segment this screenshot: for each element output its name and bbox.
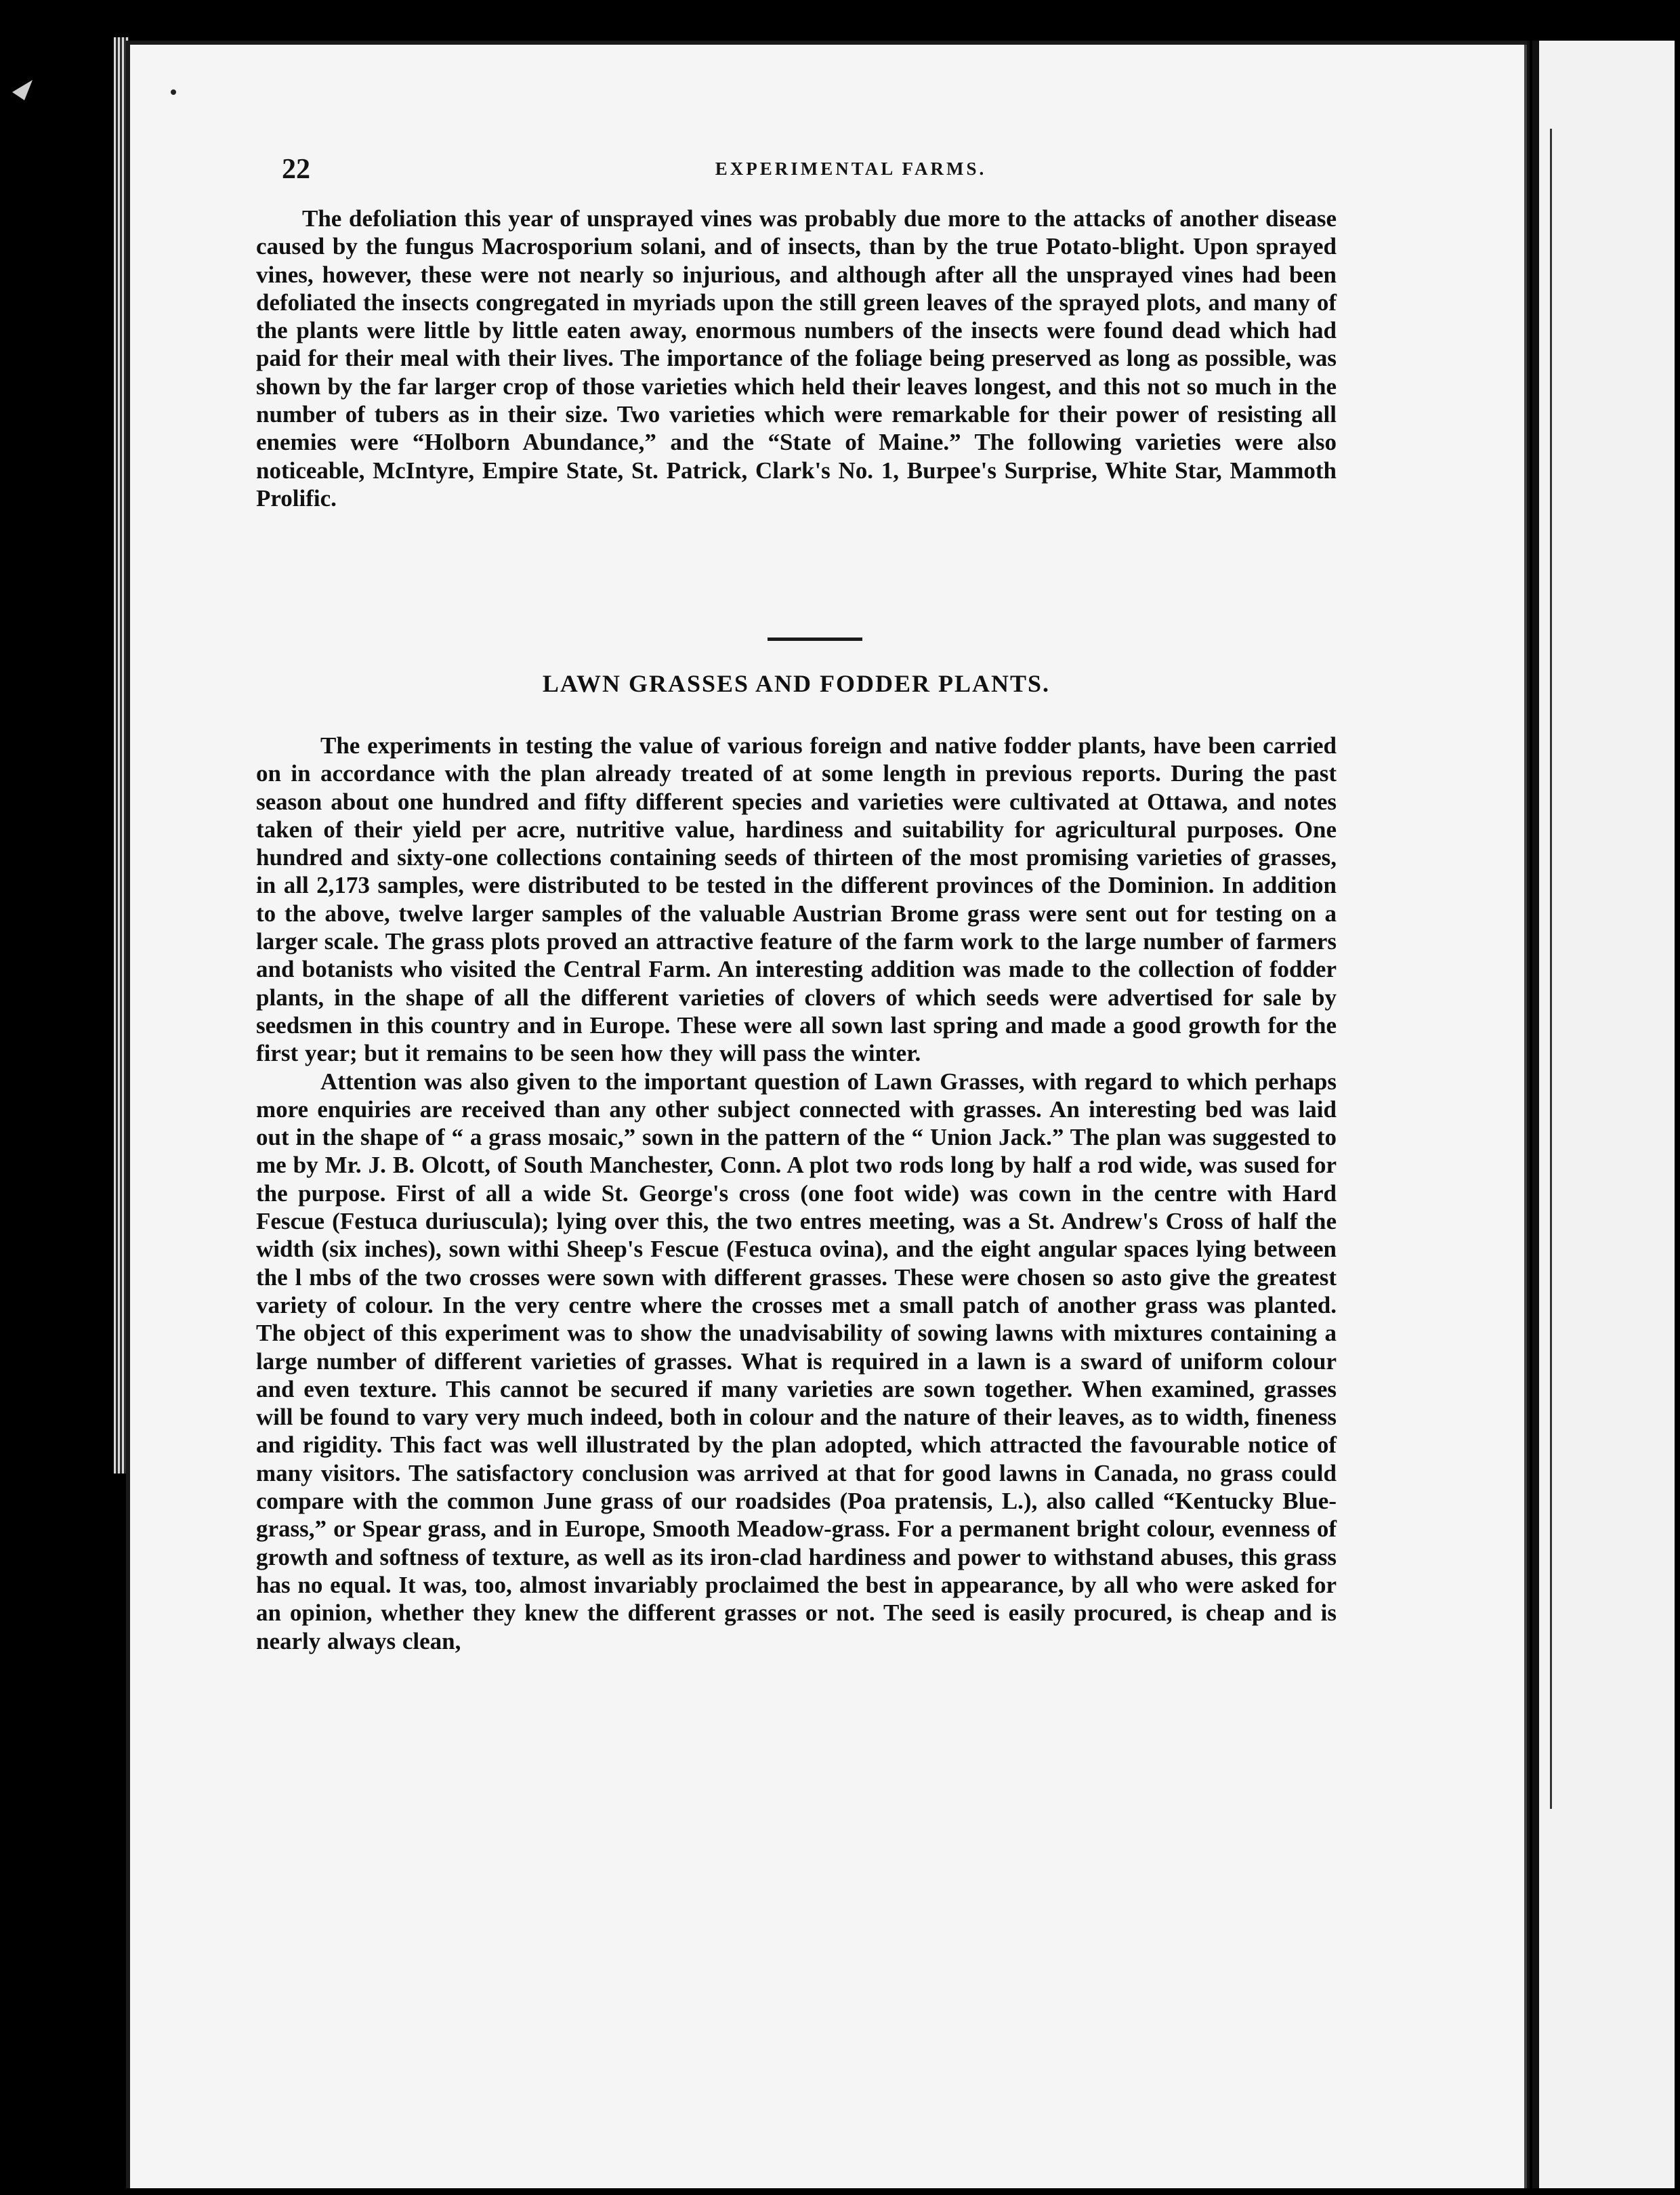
paragraph-lawn-grasses: Attention was also given to the important question of Lawn Grasses, with regard to which perhaps more enquiries are received than any other subject connected with grasses. An interesting bed was laid out in the shape of “ a grass mosaic,” sown in the pattern of the “ Union Jack.” The plan was suggested to me by Mr. J. B. Olcott, of South Manchester, Conn. A plot two rods long by half a rod wide, was sused for the purpose. First of all a wide St. George's cross (one foot wide) was cown in the centre with Hard Fescue (Festuca duriuscula); lying over this, the two entres meeting, was a St. Andrew's Cross of half the width (six inches), sown withi Sheep's Fescue (Festuca ovina), and the eight angular spaces lying between the l mbs of the two crosses were sown with different grasses. These were chosen so asto give the greatest variety of colour. In the very centre where the crosses met a small patch of another grass was planted. The object of this experiment was to show the unadvisability of sowing lawns with mixtures containing a large number of different varieties of grasses. What is required in a lawn is a sward of uniform colour and even texture. This cannot be secured if many varieties are sown together. When examined, grasses will be found to vary very much indeed, both in colour and the nature of their leaves, as to width, fineness and rigidity. This fact was well illustrated by the plan adopted, which attracted the favourable notice of many visitors. The satisfactory conclusion was arrived at that for good lawns in Canada, no grass could compare with the common June grass of our roadsides (Poa pratensis, L.), also called “Kentucky Blue-grass,” or Spear grass, and in Europe, Smooth Meadow-grass. For a permanent bright colour, evenness of growth and softness of texture, as well as its iron-clad hardiness and power to withstand abuses, this grass has no equal. It was, too, almost invariably proclaimed the best in appearance, by all who were asked for an opinion, whether they knew the different grasses or not. The seed is easily procured, is cheap and is nearly always clean,	[256, 1068, 1337, 1654]
adjacent-page	[1532, 41, 1675, 2188]
page-gutter	[1527, 41, 1530, 2188]
section-title: LAWN GRASSES AND FODDER PLANTS.	[542, 670, 1051, 697]
scan-artifact	[12, 80, 33, 100]
section-body	[256, 732, 1337, 1655]
running-title: EXPERIMENTAL FARMS.	[715, 159, 987, 179]
page-header	[282, 153, 1359, 187]
ink-speck	[171, 89, 176, 95]
paragraph-potato: The defoliation this year of unsprayed vines was probably due more to the attacks of another disease caused by the fungus Macrosporium solani, and of insects, than by the true Potato-blight. Upon sprayed vines, however, these were not nearly so injurious, and although after all the unsprayed vines had been defoliated the insects congregated in myriads upon the still green leaves of the sprayed plots, and many of the plants were little by little eaten away, enormous numbers of the insects were found dead which had paid for their meal with their lives. The importance of the foliage being preserved as long as possible, was shown by the far larger crop of those varieties which held their leaves longest, and this not so much in the number of tubers as in their size. Two varieties which were remarkable for their power of resisting all enemies were “Holborn Abundance,” and the “State of Maine.” The following varieties were also noticeable, McIntyre, Empire State, St. Patrick, Clark's No. 1, Burpee's Surprise, White Star, Mammoth Prolific.	[256, 205, 1337, 511]
adjacent-page-rule	[1550, 129, 1552, 1809]
page-number: 22	[282, 154, 310, 185]
section-divider	[768, 637, 862, 641]
paragraph-experiments: The experiments in testing the value of various foreign and native fodder plants, have been carried on in accordance with the plan already treated of at some length in previous reports. During the past season about one hundred and fifty different species and varieties were cultivated at Ottawa, and notes taken of their yield per acre, nutritive value, hardiness and suitability for agricultural purposes. One hundred and sixty-one collections containing seeds of thirteen of the most promising varieties of grasses, in all 2,173 samples, were distributed to be tested in the different provinces of the Dominion. In addition to the above, twelve larger samples of the valuable Austrian Brome grass were sent out for testing on a larger scale. The grass plots proved an attractive feature of the farm work to the large number of farmers and botanists who visited the Central Farm. An interesting addition was made to the collection of fodder plants, in the shape of all the different varieties of clovers of which seeds were advertised for sale by seedsmen in this country and in Europe. These were all sown last spring and made a good growth for the first year; but it remains to be seen how they will pass the winter.	[256, 732, 1337, 1067]
